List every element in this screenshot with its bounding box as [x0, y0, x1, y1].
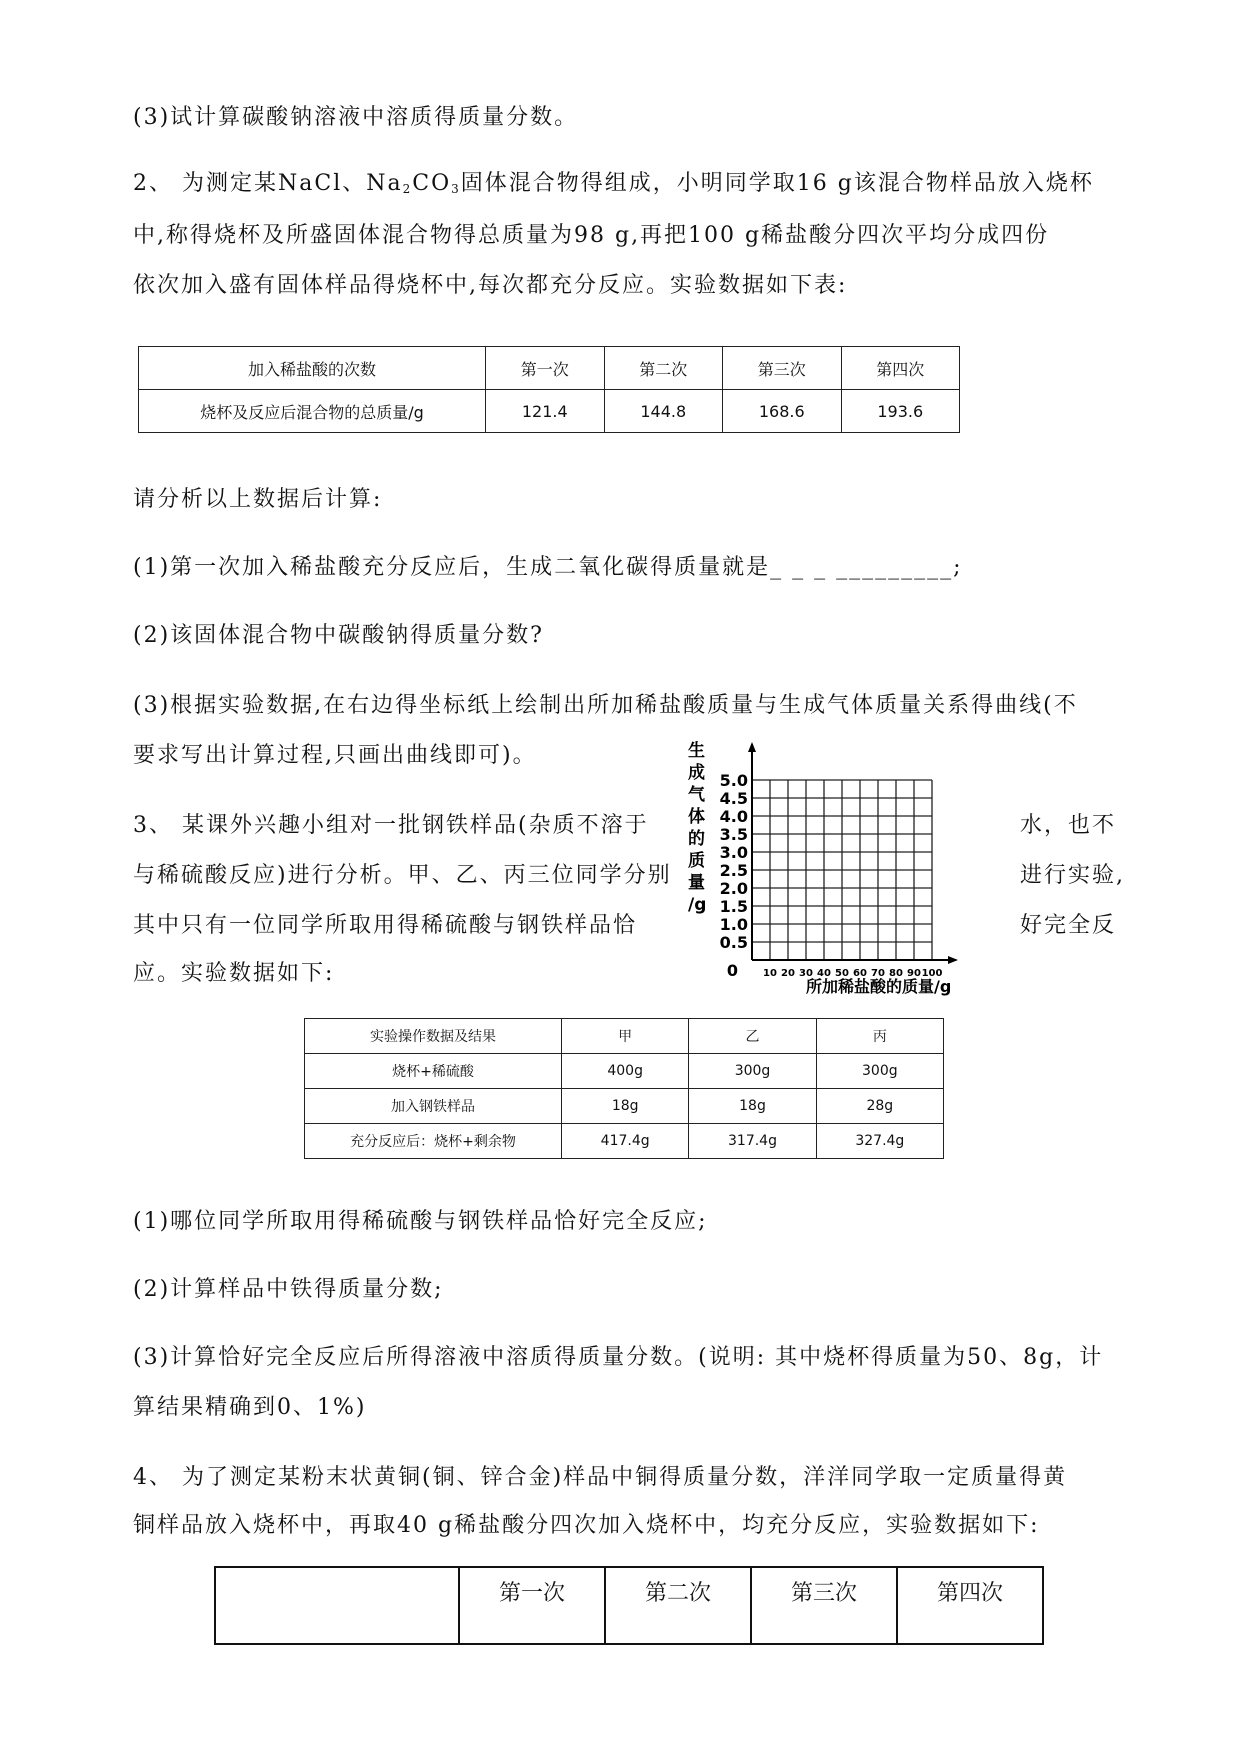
table-header: 丙 — [816, 1019, 943, 1054]
q2-sub1: 2 — [402, 182, 413, 196]
table-cell: 168.6 — [723, 390, 842, 433]
q3-part2: (2)计算样品中铁得质量分数; — [133, 1277, 444, 1302]
x-tick-label: 20 — [781, 968, 795, 979]
table-row — [305, 1019, 944, 1054]
y-tick-label: 0.5 — [719, 933, 748, 952]
x-tick-label: 100 — [921, 968, 943, 979]
q2-part1: (1)第一次加入稀盐酸充分反应后，生成二氧化碳得质量就是_ _ _ _________; — [133, 555, 963, 580]
table-header: 乙 — [689, 1019, 816, 1054]
table-cell: 400g — [562, 1054, 689, 1089]
q3-part3b: 算结果精确到0、1%) — [133, 1395, 367, 1420]
q2-title-b: CO — [412, 171, 452, 196]
table-header: 第二次 — [604, 347, 723, 390]
table-cell: 300g — [816, 1054, 943, 1089]
q3-line1-right: 水，也不 — [1020, 813, 1117, 838]
x-tick-label: 80 — [889, 968, 903, 979]
table-header: 第三次 — [751, 1567, 897, 1644]
y-axis-arrow-icon — [748, 742, 756, 752]
table-cell: 18g — [689, 1089, 816, 1124]
table-row — [215, 1567, 1043, 1644]
q2-analyze: 请分析以上数据后计算: — [133, 487, 383, 512]
table-row — [305, 1054, 944, 1089]
q2-line2: 中,称得烧杯及所盛固体混合物得总质量为98 g,再把100 g稀盐酸分四次平均分成四份 — [133, 223, 1050, 248]
table-cell: 烧杯+稀硫酸 — [305, 1054, 562, 1089]
y-label-char: 质 — [688, 851, 705, 871]
x-axis-arrow-icon — [948, 956, 958, 964]
q4-line1: 4、 为了测定某粉末状黄铜(铜、锌合金)样品中铜得质量分数，洋洋同学取一定质量得黄 — [133, 1465, 1068, 1490]
y-label-char: 量 — [688, 873, 705, 893]
q3-line2-right: 进行实验, — [1020, 863, 1125, 888]
table-header: 甲 — [562, 1019, 689, 1054]
table-header: 第二次 — [605, 1567, 751, 1644]
q2-line3: 依次加入盛有固体样品得烧杯中,每次都充分反应。实验数据如下表: — [133, 273, 848, 298]
q2-title-a: 2、 为测定某NaCl、Na — [133, 171, 403, 196]
table-steel-samples — [304, 1018, 944, 1159]
x-tick-label: 60 — [853, 968, 867, 979]
q1-part3: (3)试计算碳酸钠溶液中溶质得质量分数。 — [133, 105, 579, 130]
graph-y-label — [688, 740, 706, 915]
q3-part1: (1)哪位同学所取用得稀硫酸与钢铁样品恰好完全反应; — [133, 1209, 708, 1234]
y-label-char: 气 — [688, 785, 705, 805]
q2-sub2: 3 — [451, 182, 461, 196]
q3-line1-left: 3、 某课外兴趣小组对一批钢铁样品(杂质不溶于 — [133, 813, 649, 838]
table-cell: 193.6 — [841, 390, 960, 433]
q4-line2: 铜样品放入烧杯中，再取40 g稀盐酸分四次加入烧杯中，均充分反应，实验数据如下: — [133, 1513, 1040, 1538]
table-cell: 121.4 — [486, 390, 605, 433]
table-brass — [214, 1566, 1044, 1645]
x-tick-label: 90 — [907, 968, 921, 979]
table-header: 第一次 — [459, 1567, 605, 1644]
q3-line3-left: 其中只有一位同学所取用得稀硫酸与钢铁样品恰 — [133, 913, 638, 938]
q2-part3a: (3)根据实验数据,在右边得坐标纸上绘制出所加稀盐酸质量与生成气体质量关系得曲线(不 — [133, 693, 1078, 718]
table-header: 第四次 — [897, 1567, 1043, 1644]
y-label-char: /g — [688, 895, 707, 915]
table-cell: 加入钢铁样品 — [305, 1089, 562, 1124]
y-tick-label: 5.0 — [719, 771, 748, 790]
y-tick-label: 1.5 — [719, 897, 748, 916]
y-label-char: 生 — [688, 741, 705, 761]
x-tick-label: 40 — [817, 968, 831, 979]
graph-grid — [752, 780, 932, 960]
y-tick-label: 4.5 — [719, 789, 748, 808]
table-row — [139, 347, 960, 390]
x-tick-label: 50 — [835, 968, 849, 979]
table-row — [139, 390, 960, 433]
table-cell: 144.8 — [604, 390, 723, 433]
table-row — [305, 1124, 944, 1159]
q3-line2-left: 与稀硫酸反应)进行分析。甲、乙、丙三位同学分别 — [133, 863, 672, 888]
table-hcl-additions — [138, 346, 960, 433]
table-cell: 烧杯及反应后混合物的总质量/g — [139, 390, 486, 433]
y-tick-label: 4.0 — [719, 807, 748, 826]
graph-axes — [748, 742, 958, 964]
q2-title — [133, 166, 1094, 197]
q2-part3b: 要求写出计算过程,只画出曲线即可)。 — [133, 743, 537, 768]
y-label-char: 体 — [688, 807, 705, 827]
y-tick-label: 1.0 — [719, 915, 748, 934]
table-cell: 18g — [562, 1089, 689, 1124]
table-header: 加入稀盐酸的次数 — [139, 347, 486, 390]
y-tick-label: 2.5 — [719, 861, 748, 880]
graph-y-ticks — [720, 771, 748, 980]
x-tick-label: 70 — [871, 968, 885, 979]
table-header: 第三次 — [723, 347, 842, 390]
table-cell: 300g — [689, 1054, 816, 1089]
table-row — [305, 1089, 944, 1124]
table-cell: 417.4g — [562, 1124, 689, 1159]
coordinate-graph — [680, 738, 1020, 1000]
q3-line3-right: 好完全反 — [1020, 913, 1117, 938]
x-tick-label: 30 — [799, 968, 813, 979]
table-cell: 28g — [816, 1089, 943, 1124]
graph-x-label: 所加稀盐酸的质量/g — [806, 977, 952, 996]
table-cell: 充分反应后：烧杯+剩余物 — [305, 1124, 562, 1159]
y-tick-label: 3.5 — [719, 825, 748, 844]
y-label-char: 成 — [688, 763, 705, 783]
origin-label: 0 — [726, 961, 738, 980]
table-header — [215, 1567, 459, 1644]
table-cell: 327.4g — [816, 1124, 943, 1159]
y-tick-label: 2.0 — [719, 879, 748, 898]
q2-title-c: 固体混合物得组成，小明同学取16 g该混合物样品放入烧杯 — [460, 171, 1094, 196]
table-header: 实验操作数据及结果 — [305, 1019, 562, 1054]
table-header: 第四次 — [841, 347, 960, 390]
x-tick-label: 10 — [763, 968, 777, 979]
q2-part2: (2)该固体混合物中碳酸钠得质量分数? — [133, 623, 544, 648]
table-cell: 317.4g — [689, 1124, 816, 1159]
y-tick-label: 3.0 — [719, 843, 748, 862]
q3-line4: 应。实验数据如下: — [133, 961, 335, 986]
q3-part3a: (3)计算恰好完全反应后所得溶液中溶质得质量分数。(说明: 其中烧杯得质量为50、8g，计 — [133, 1345, 1104, 1370]
y-label-char: 的 — [688, 829, 705, 849]
table-header: 第一次 — [486, 347, 605, 390]
